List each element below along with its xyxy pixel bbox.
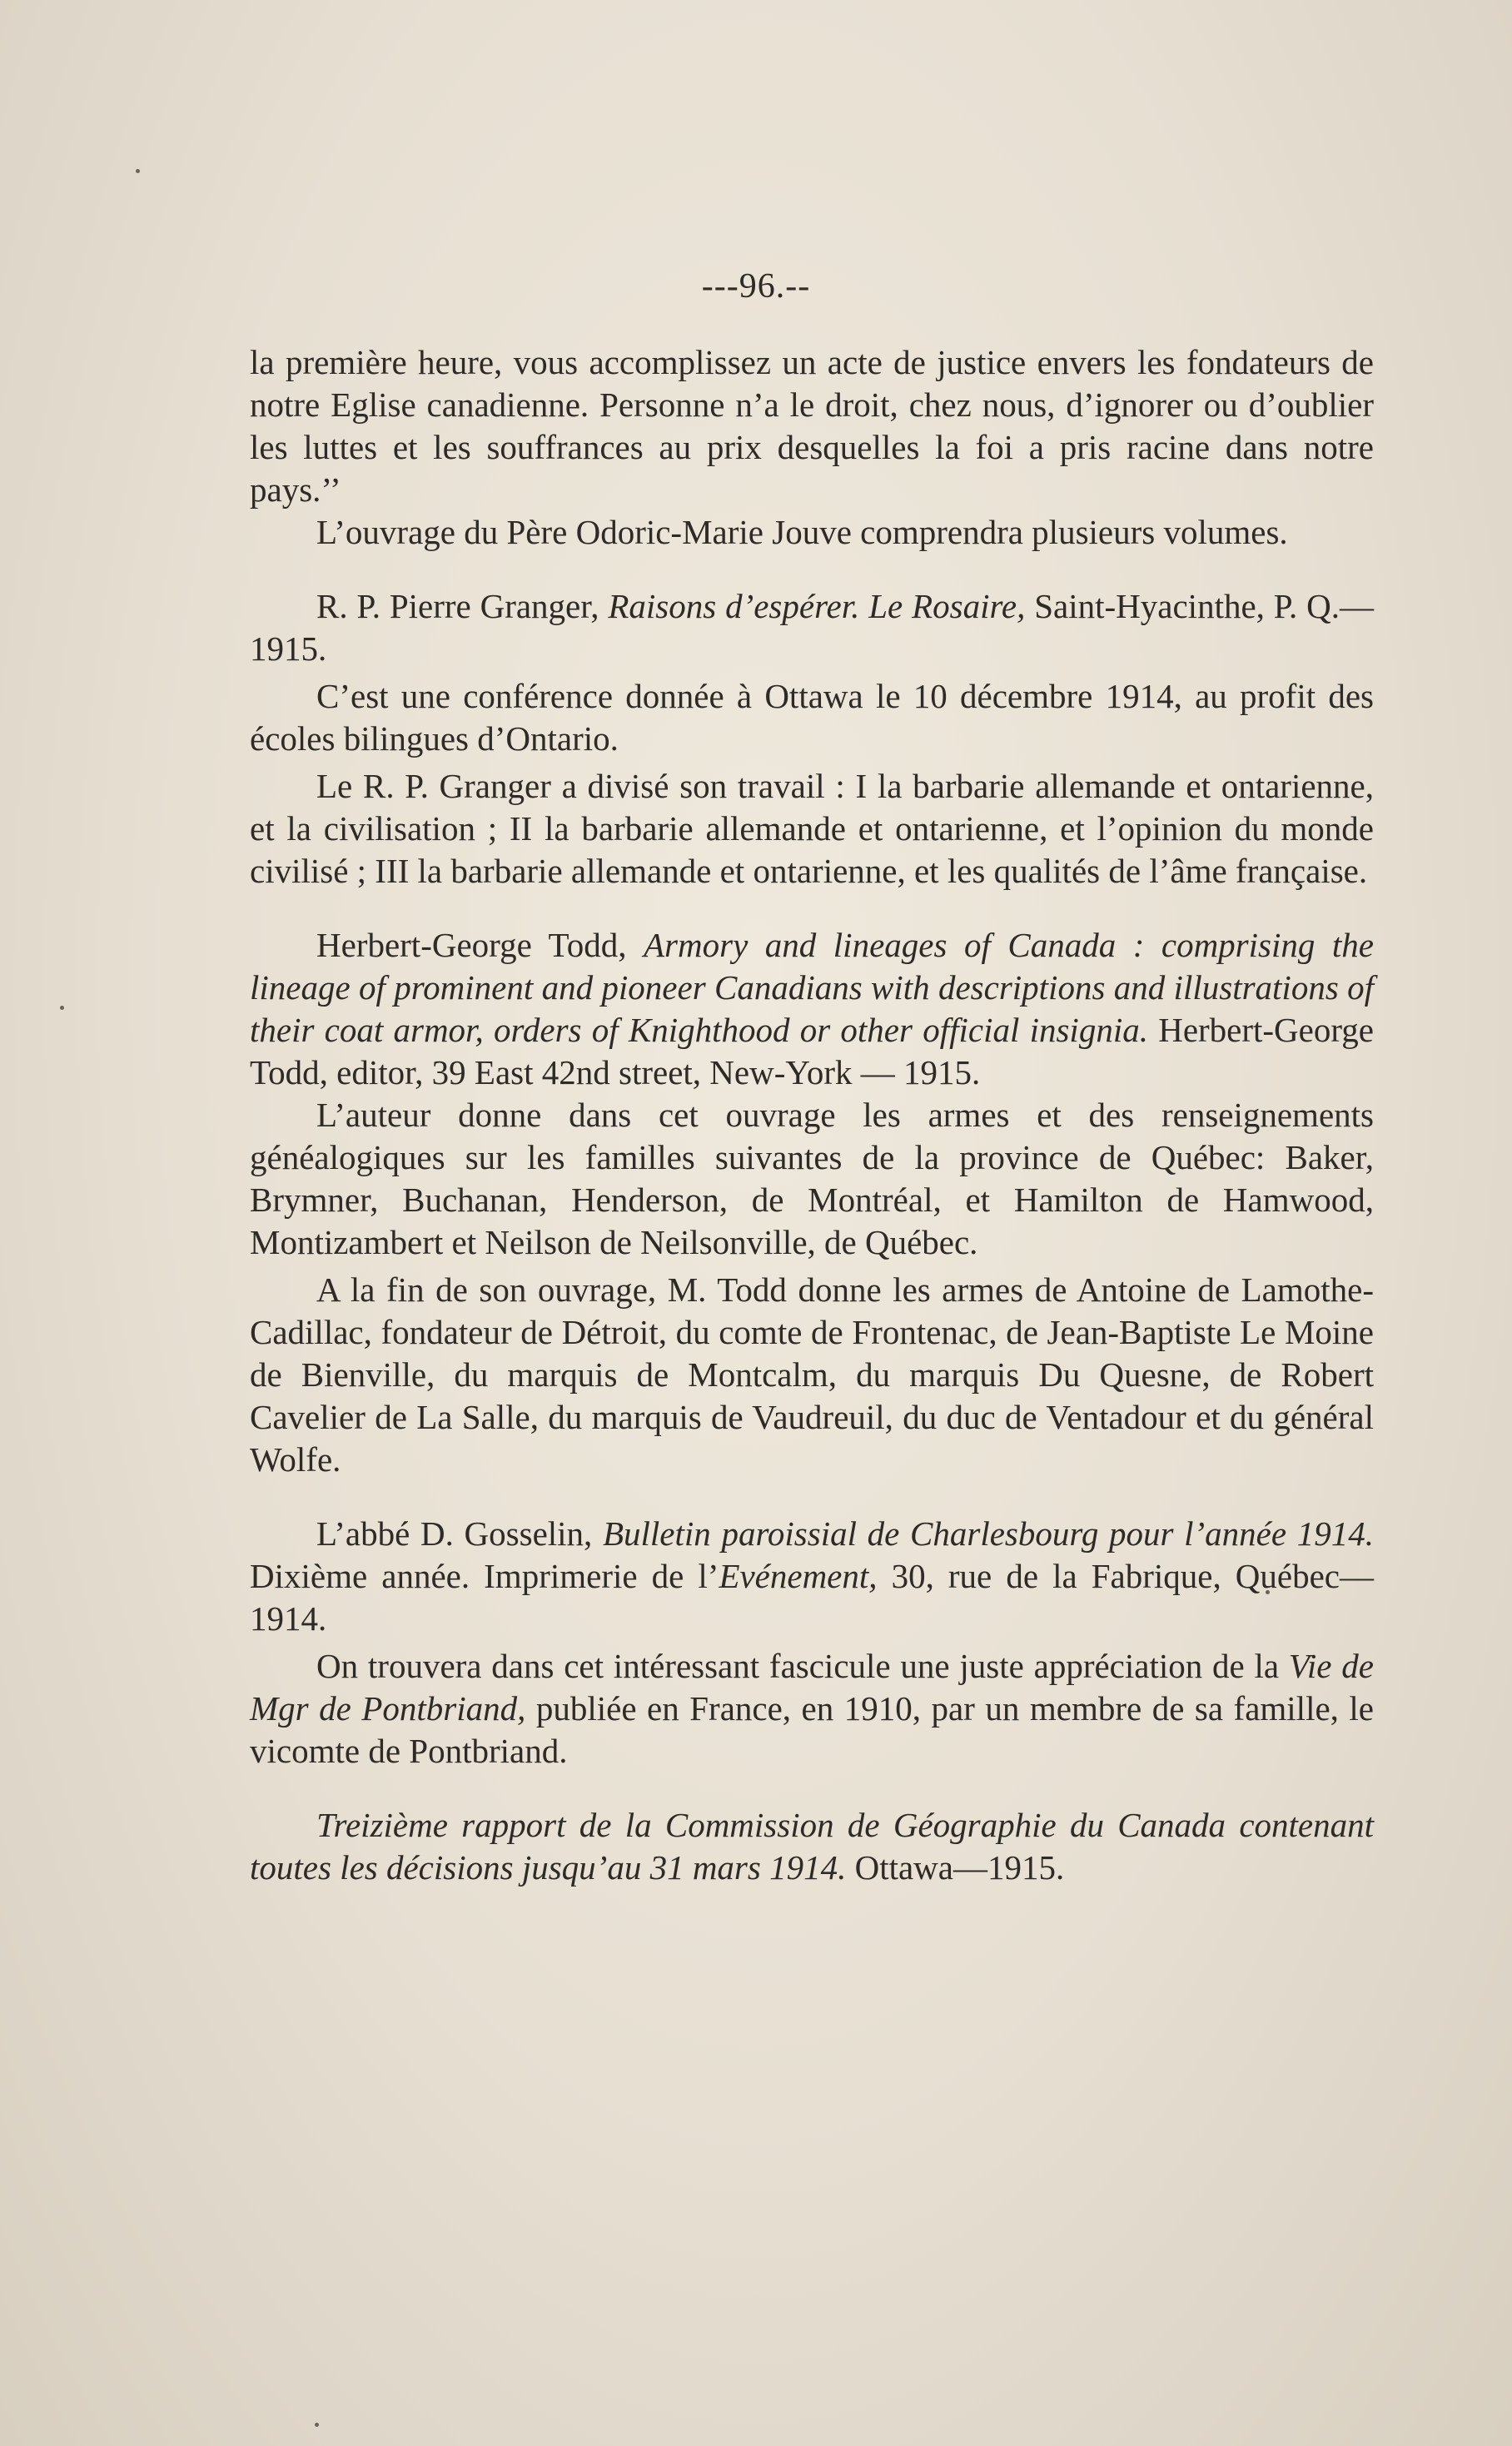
entry-gosselin-citation	[250, 1513, 1374, 1640]
bulletin-title: Bulletin paroissial de Charlesbourg pour l’année 1914.	[602, 1514, 1374, 1553]
text-run: A la fin de son ouvrage, M. Todd donne les armes de Antoine de Lamothe-Cadillac, fondateur de Détroit, du comte de Frontenac, de Jean-Baptiste Le Moine de Bienville, du marquis de Montcalm, du marquis Du Quesne, de Robert Cavelier de La Salle, du marquis de Vaudreuil, du duc de Ventadour et du général Wolfe.	[250, 1270, 1374, 1479]
entry-commission-citation	[250, 1804, 1374, 1889]
paragraph-gosselin-summary	[250, 1645, 1374, 1772]
page-number: ---96.--	[701, 267, 811, 306]
speck	[60, 1006, 64, 1010]
speck	[315, 2423, 319, 2427]
author-name: R. P. Pierre Granger,	[316, 587, 609, 625]
body-text	[250, 341, 1374, 1889]
printer-name: Evénement,	[719, 1557, 878, 1595]
text-run: Le R. P. Granger a divisé son travail : I la barbarie allemande et ontarienne, et la civilisation ; II la barbarie allemande et ontarienne, et l’opinion du monde civilisé ; III la barbarie allemande et ontarienne, et les qualités de l’âme française.	[250, 767, 1374, 890]
text-run: On trouvera dans cet intéressant fascicule une juste appréciation de la	[316, 1647, 1289, 1685]
author-name: Herbert-George Todd,	[316, 926, 644, 964]
publication-info: Saint-Hyacinthe, P. Q.—1915.	[250, 587, 1374, 668]
publication-info: Dixième année. Imprimerie de l’	[250, 1557, 719, 1595]
publication-address: 30, rue de la Fabrique, Québec—1914.	[250, 1557, 1374, 1638]
book-title: Armory and lineages of Canada : comprising the lineage of prominent and pioneer Canadians with descriptions and illustrations of their coat armor, orders of Knighthood or other official insignia.	[250, 926, 1374, 1049]
text-run: L’auteur donne dans cet ouvrage les armes et des renseignements généalogiques sur les familles suivantes de la province de Québec: Baker, Brymner, Buchanan, Henderson, de Montréal, et Hamilton de Hamwood, Montizambert et Neilson de Neilsonville, de Québec.	[250, 1096, 1374, 1261]
paragraph-continuation	[250, 341, 1374, 511]
paragraph-todd-families	[250, 1094, 1374, 1264]
text-run: publiée en France, en 1910, par un membre de sa famille, le vicomte de Pontbriand.	[250, 1689, 1375, 1770]
book-title: Raisons d’espérer. Le Rosaire,	[608, 587, 1026, 625]
author-name: L’abbé D. Gosselin,	[316, 1514, 603, 1553]
speck	[136, 169, 140, 173]
report-title: Treizième rapport de la Commission de Géographie du Canada contenant toutes les décisions jusqu’au 31 mars 1914.	[250, 1806, 1374, 1887]
entry-granger-citation	[250, 585, 1374, 670]
paragraph-granger-summary	[250, 675, 1374, 760]
text-run: la première heure, vous accomplissez un acte de justice envers les fondateurs de notre Eglise canadienne. Personne n’a le droit, chez nous, d’ignorer ou d’oublier les luttes et les souffrances au prix desquelles la foi a pris racine dans notre pays.’’	[250, 343, 1374, 509]
publication-info: Ottawa—1915.	[846, 1848, 1065, 1887]
text-run: L’ouvrage du Père Odoric-Marie Jouve comprendra plusieurs volumes.	[316, 513, 1288, 551]
entry-todd-citation	[250, 924, 1374, 1094]
paragraph-granger-division	[250, 765, 1374, 892]
text-run: C’est une conférence donnée à Ottawa le 10 décembre 1914, au profit des écoles bilingues d’Ontario.	[250, 677, 1374, 758]
paragraph-todd-arms	[250, 1269, 1374, 1481]
paragraph-jouve	[250, 511, 1374, 554]
publication-info: Herbert-George Todd, editor, 39 East 42nd street, New-York — 1915.	[250, 1011, 1374, 1091]
book-title: Vie de Mgr de Pontbriand,	[250, 1647, 1374, 1728]
